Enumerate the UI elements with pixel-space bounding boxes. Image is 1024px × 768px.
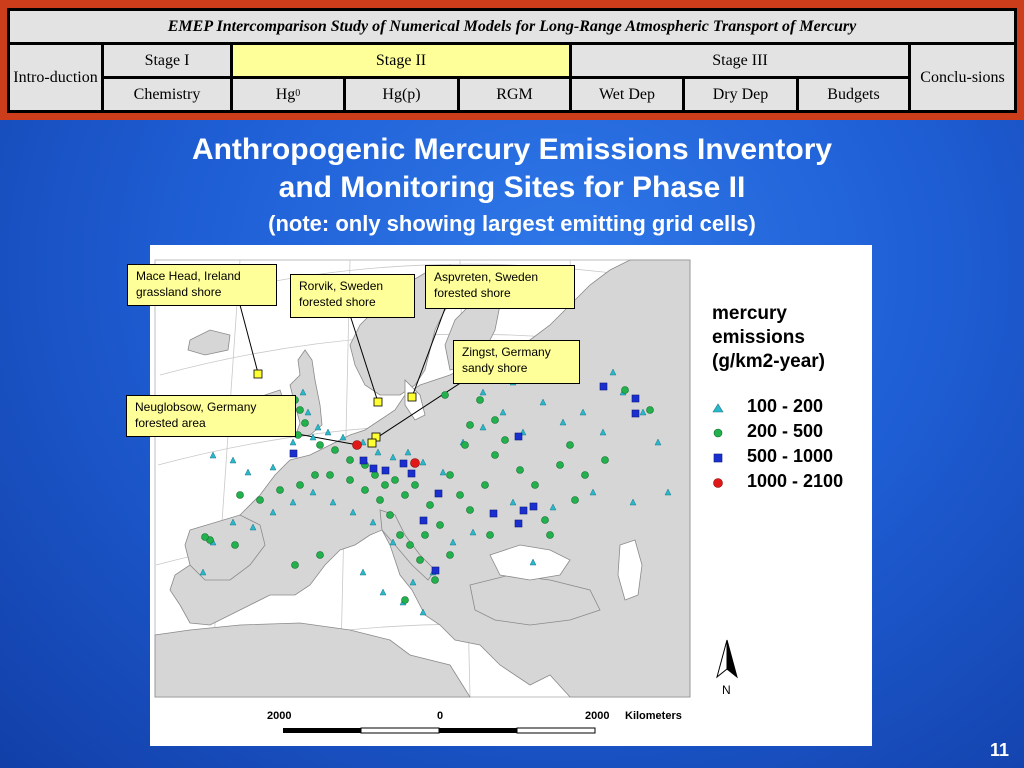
slide-title [0, 131, 1024, 207]
hg0-superscript: 0 [295, 88, 301, 100]
scale-label-left: 2000 [267, 710, 292, 722]
callout-rorvik-type: forested shore [299, 295, 376, 309]
europe-map [150, 245, 872, 746]
nav-stage-1[interactable]: Stage I [104, 45, 230, 76]
callout-rorvik [290, 274, 415, 318]
nav-introduction[interactable]: Intro-duction [10, 45, 101, 110]
nav-wet-dep[interactable]: Wet Dep [572, 79, 682, 110]
nav-stage-3[interactable]: Stage III [572, 45, 908, 76]
nav-budgets[interactable]: Budgets [799, 79, 908, 110]
legend-title-line-2: emissions [712, 327, 805, 348]
page-number: 11 [990, 740, 1010, 760]
callout-zingst-type: sandy shore [462, 361, 528, 375]
legend-title-line-1: mercury [712, 303, 787, 324]
slide-title-line-1: Anthropogenic Mercury Emissions Inventory [191, 133, 833, 166]
scale-bar [283, 728, 595, 733]
legend-item-100-200: 100 - 200 [747, 396, 824, 416]
callout-aspvreten [425, 265, 575, 309]
nav-chemistry[interactable]: Chemistry [104, 79, 230, 110]
navigation-frame [0, 0, 1024, 120]
nav-hg0[interactable] [233, 79, 343, 110]
emissions-map-panel [135, 245, 872, 746]
nav-rgm[interactable]: RGM [460, 79, 569, 110]
callout-neuglobsow-name: Neuglobsow, Germany [135, 400, 257, 414]
nav-hgp[interactable]: Hg(p) [346, 79, 457, 110]
legend-item-500-1000: 500 - 1000 [747, 446, 834, 466]
nav-dry-dep[interactable]: Dry Dep [685, 79, 796, 110]
callout-zingst-name: Zingst, Germany [462, 345, 551, 359]
legend-item-200-500: 200 - 500 [747, 421, 824, 441]
callout-neuglobsow [126, 395, 296, 437]
hg0-label: Hg [275, 85, 296, 103]
callout-neuglobsow-type: forested area [135, 416, 206, 430]
north-arrow-icon [717, 640, 737, 677]
presentation-title: EMEP Intercomparison Study of Numerical Models for Long-Range Atmospheric Transport of Mercury [10, 11, 1014, 42]
north-label: N [722, 683, 731, 697]
scale-label-right: 2000 [585, 710, 610, 722]
navigation-grid [7, 8, 1017, 113]
callout-mace-head-name: Mace Head, Ireland [136, 269, 241, 283]
callout-aspvreten-name: Aspvreten, Sweden [434, 270, 539, 284]
callout-mace-head [127, 264, 277, 306]
callout-rorvik-name: Rorvik, Sweden [299, 279, 384, 293]
legend-title-line-3: (g/km2-year) [712, 351, 825, 372]
scale-unit-label: Kilometers [625, 710, 682, 722]
slide-title-line-2: and Monitoring Sites for Phase II [278, 171, 746, 204]
callout-mace-head-type: grassland shore [136, 285, 222, 299]
legend-item-1000-2100: 1000 - 2100 [747, 471, 844, 491]
slide-subtitle: (note: only showing largest emitting grid cells) [268, 211, 756, 236]
scale-label-middle: 0 [437, 710, 444, 722]
callout-aspvreten-type: forested shore [434, 286, 511, 300]
callout-zingst [453, 340, 580, 384]
nav-conclusions[interactable]: Conclu-sions [911, 45, 1014, 110]
nav-stage-2[interactable]: Stage II [233, 45, 569, 76]
